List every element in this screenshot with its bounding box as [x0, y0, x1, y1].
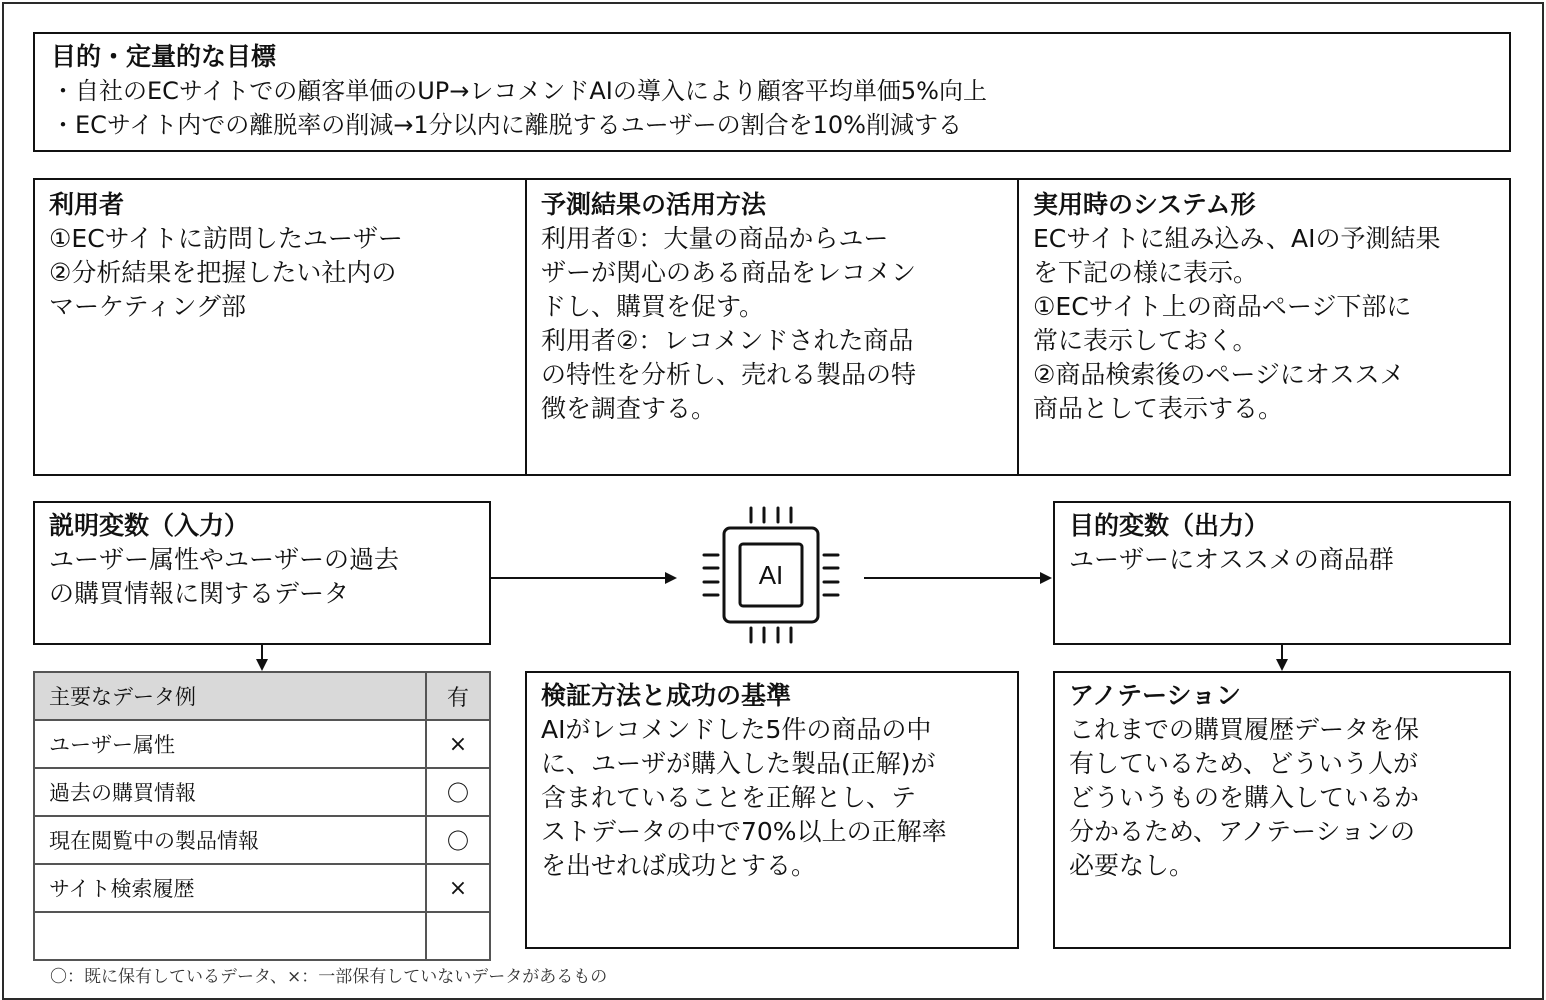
- usage-body: 利用者①：大量の商品からユー ザーが関心のある商品をレコメン ドし、購買を促す。 利用者②：レコメンドされた商品 の特性を分析し、売れる製品の特 徴を調査する。: [541, 224, 917, 423]
- table-cell-item: [34, 912, 426, 960]
- table-header-has: 有: [426, 672, 490, 720]
- footnote: 〇：既に保有しているデータ、×：一部保有していないデータがあるもの: [50, 967, 608, 987]
- usage-title: 予測結果の活用方法: [541, 190, 767, 219]
- table-row: [34, 768, 490, 816]
- table-cell-mark: 〇: [426, 816, 490, 864]
- table-cell-mark: ×: [426, 720, 490, 768]
- output-title: 目的変数（出力）: [1069, 511, 1270, 540]
- goal-line-1: ・自社のECサイトでの顧客単価のUP→レコメンドAIの導入により顧客平均単価5%向上: [51, 77, 987, 105]
- table-cell-mark: 〇: [426, 768, 490, 816]
- arrow-input-to-ai: [491, 577, 667, 579]
- system-box: [1017, 178, 1511, 476]
- table-row: [34, 864, 490, 912]
- system-body: ECサイトに組み込み、AIの予測結果 を下記の様に表示。 ①ECサイト上の商品ページ下部に 常に表示しておく。 ②商品検索後のページにオススメ 商品として表示する。: [1033, 224, 1441, 423]
- table-cell-mark: [426, 912, 490, 960]
- arrow-head-input-to-ai: [665, 572, 677, 584]
- input-box: [33, 501, 491, 645]
- table-cell-item: ユーザー属性: [34, 720, 426, 768]
- arrow-head-output-to-annotation: [1276, 659, 1288, 671]
- annotation-title: アノテーション: [1069, 681, 1242, 710]
- input-title: 説明変数（入力）: [49, 511, 250, 540]
- arrow-ai-to-output: [864, 577, 1040, 579]
- arrow-head-ai-to-output: [1040, 572, 1052, 584]
- table-row: [34, 816, 490, 864]
- table-header-item: 主要なデータ例: [34, 672, 426, 720]
- table-cell-item: サイト検索履歴: [34, 864, 426, 912]
- users-title: 利用者: [49, 190, 125, 219]
- table-row: [34, 720, 490, 768]
- goal-box: [33, 32, 1511, 152]
- input-body: ユーザー属性やユーザーの過去 の購買情報に関するデータ: [49, 545, 400, 608]
- table-header-row: [34, 672, 490, 720]
- output-body: ユーザーにオススメの商品群: [1069, 545, 1394, 574]
- goal-title: 目的・定量的な目標: [51, 42, 277, 71]
- goal-line-2: ・ECサイト内での離脱率の削減→1分以内に離脱するユーザーの割合を10%削減する: [51, 111, 962, 139]
- arrow-head-input-to-table: [256, 659, 268, 671]
- validation-box: [525, 671, 1019, 949]
- table-cell-item: 過去の購買情報: [34, 768, 426, 816]
- table-cell-item: 現在閲覧中の製品情報: [34, 816, 426, 864]
- arrow-output-to-annotation: [1281, 645, 1283, 659]
- arrow-input-to-table: [261, 645, 263, 659]
- validation-title: 検証方法と成功の基準: [541, 681, 792, 710]
- users-body: ①ECサイトに訪問したユーザー ②分析結果を把握したい社内の マーケティング部: [49, 224, 403, 321]
- ai-chip-icon: [698, 502, 844, 648]
- validation-body: AIがレコメンドした5件の商品の中 に、ユーザが購入した製品(正解)が 含まれていることを正解とし、テ ストデータの中で70%以上の正解率 を出せれば成功とする。: [541, 715, 947, 880]
- users-box: [33, 178, 527, 476]
- usage-box: [525, 178, 1019, 476]
- table-row: [34, 912, 490, 960]
- output-box: [1053, 501, 1511, 645]
- system-title: 実用時のシステム形: [1033, 190, 1256, 219]
- table-cell-mark: ×: [426, 864, 490, 912]
- ai-chip-label: AI: [758, 560, 784, 590]
- data-table: [33, 671, 491, 961]
- annotation-body: これまでの購買履歴データを保 有しているため、どういう人が どういうものを購入しているか 分かるため、アノテーションの 必要なし。: [1069, 715, 1420, 880]
- annotation-box: [1053, 671, 1511, 949]
